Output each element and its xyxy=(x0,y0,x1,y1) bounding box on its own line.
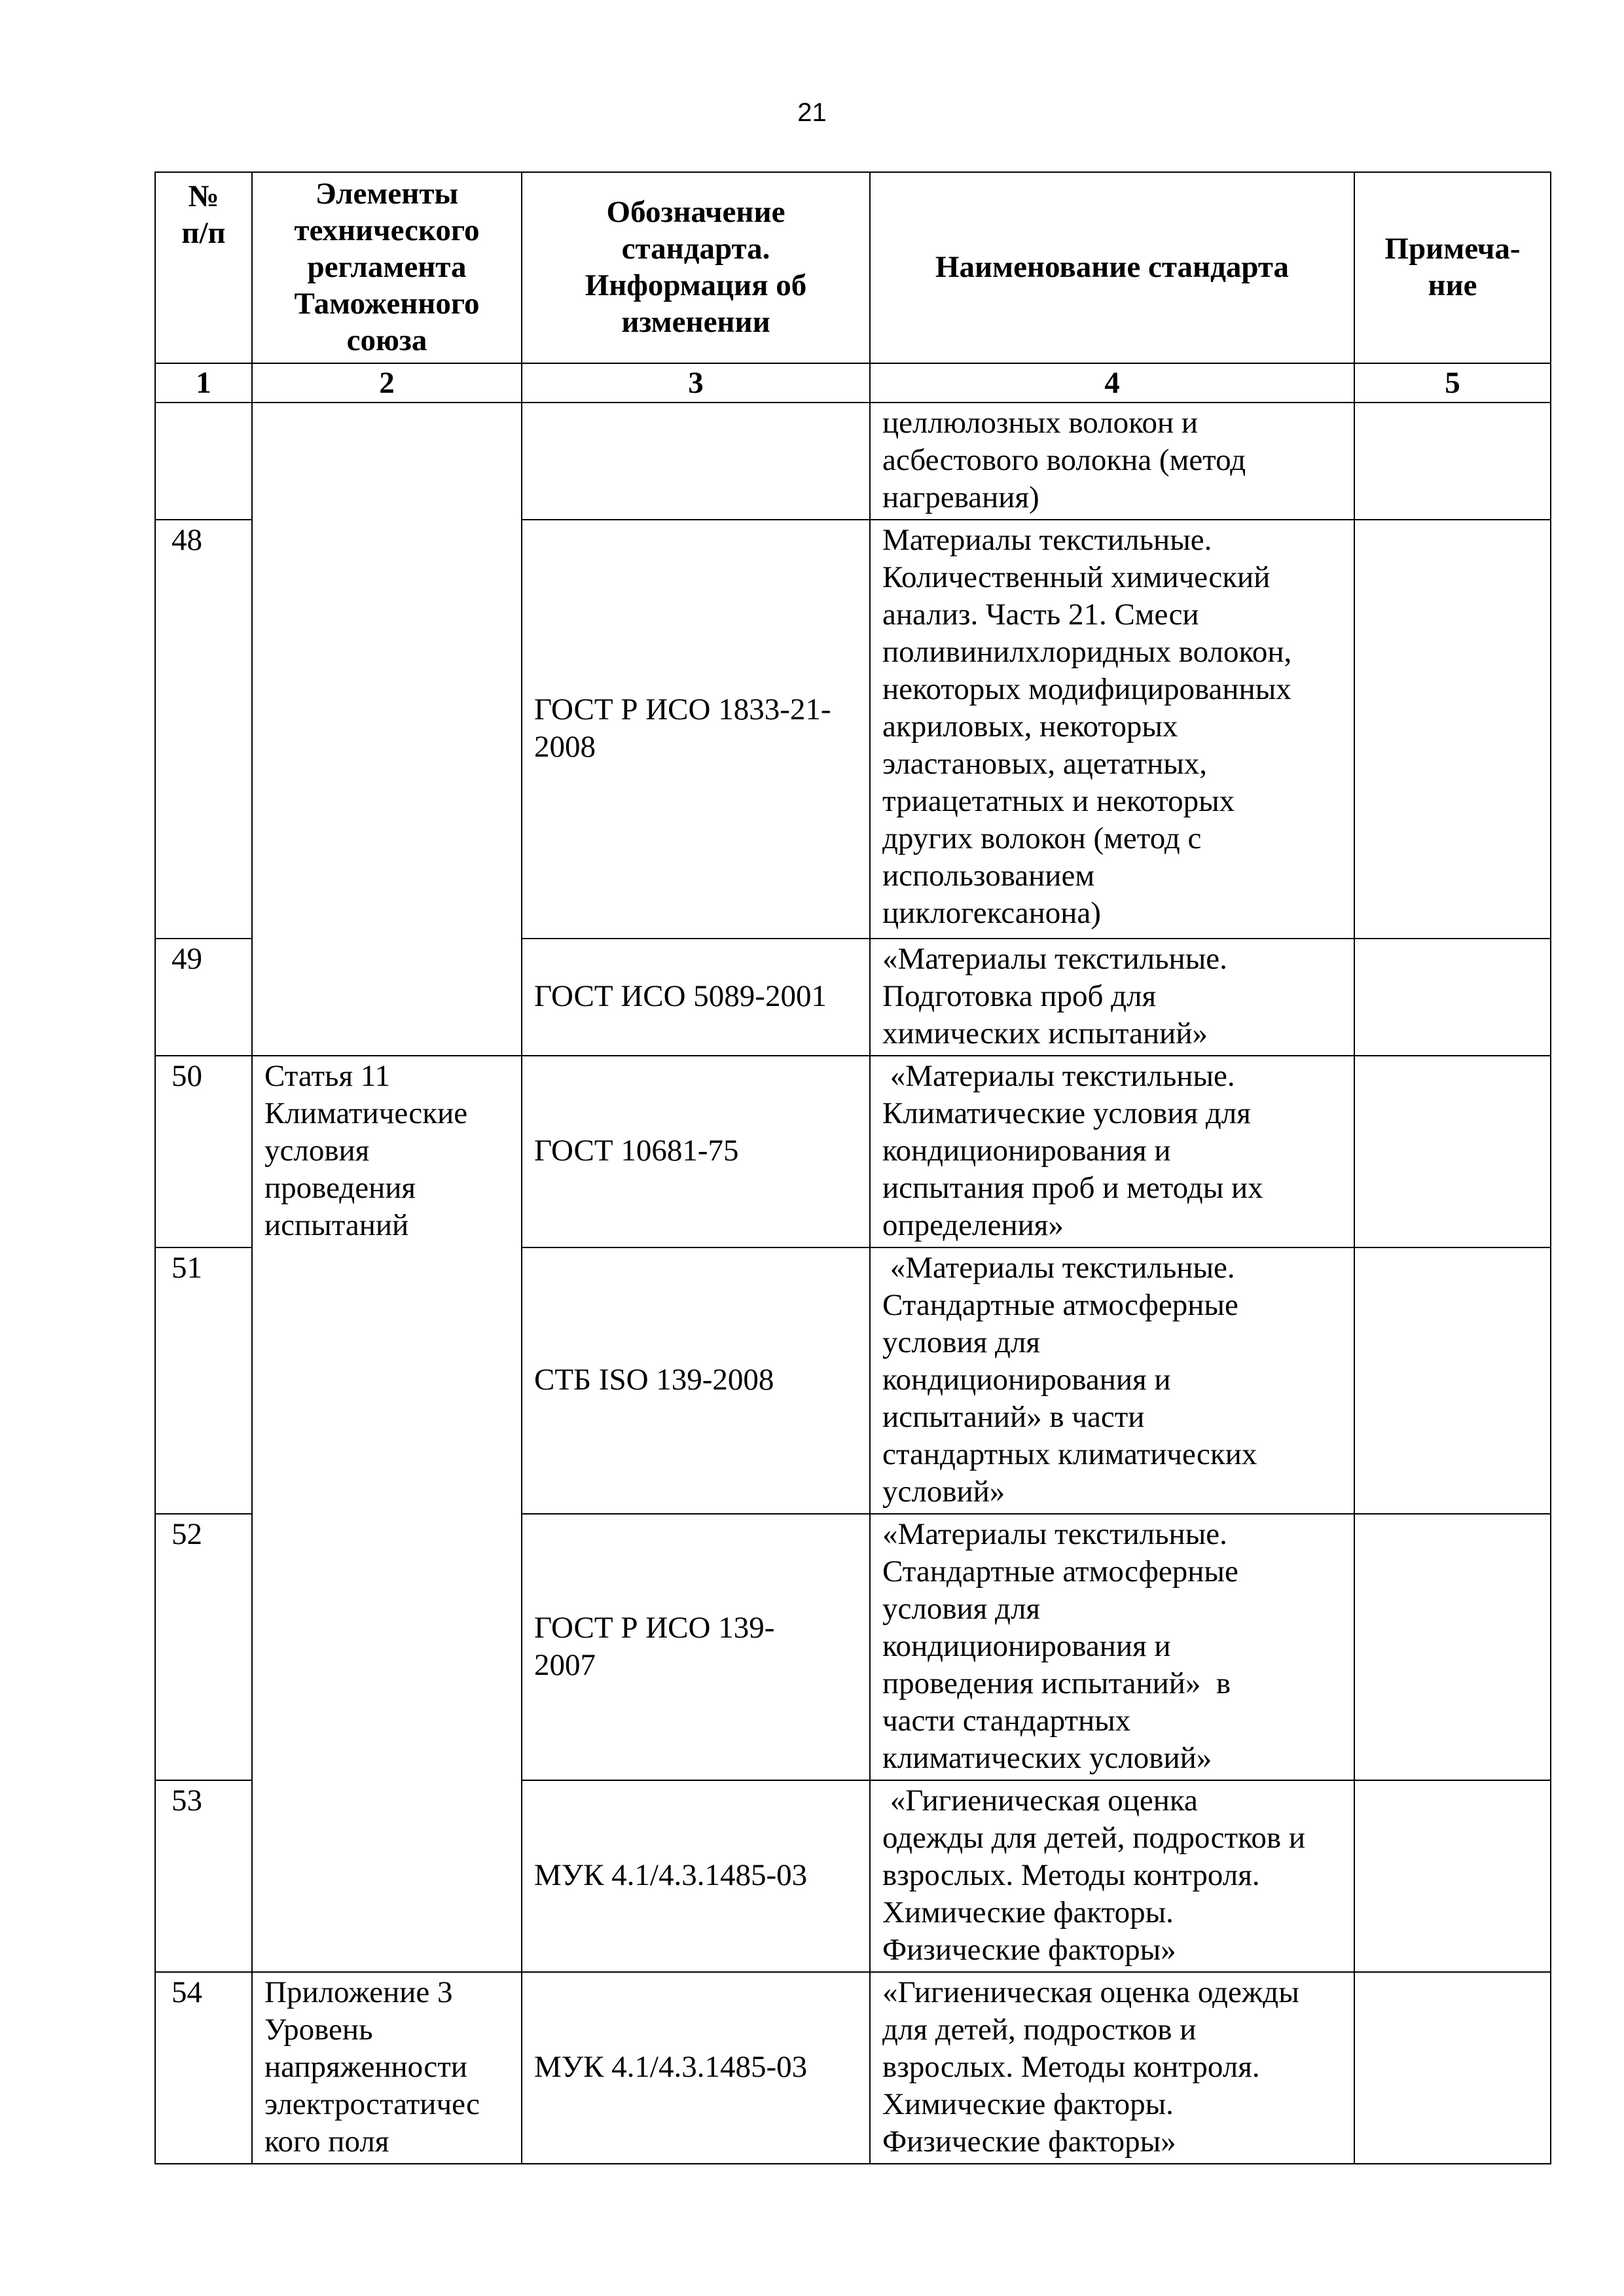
note-cell xyxy=(1354,1056,1551,1247)
row-number: 50 xyxy=(155,1056,252,1247)
row-number: 51 xyxy=(155,1247,252,1514)
designation-cell: МУК 4.1/4.3.1485-03 xyxy=(522,1972,870,2164)
row-number: 48 xyxy=(155,520,252,939)
standard-name-cell: «Материалы текстильные. Подготовка проб для химических испытаний» xyxy=(870,939,1354,1056)
standard-name-cell: «Материалы текстильные. Стандартные атмосферные условия для кондиционирования и испытаний» в части стандартных климатических условий» xyxy=(870,1247,1354,1514)
page-number: 21 xyxy=(797,98,827,127)
element-appendix-3: Приложение 3 Уровень напряженности электростатичес кого поля xyxy=(252,1972,522,2164)
note-cell xyxy=(1354,1780,1551,1972)
designation-cell: ГОСТ Р ИСО 1833-21- 2008 xyxy=(522,520,870,939)
column-numbers-row xyxy=(155,363,1551,403)
table-row xyxy=(155,403,1551,520)
header-row xyxy=(155,172,1551,363)
row-number: 53 xyxy=(155,1780,252,1972)
row-number: 49 xyxy=(155,939,252,1056)
designation-cell xyxy=(522,403,870,520)
header-note: Примеча- ние xyxy=(1354,172,1551,363)
note-cell xyxy=(1354,939,1551,1056)
header-standard-name: Наименование стандарта xyxy=(870,172,1354,363)
designation-cell: ГОСТ ИСО 5089-2001 xyxy=(522,939,870,1056)
standard-name-cell: «Материалы текстильные. Стандартные атмосферные условия для кондиционирования и проведения испытаний» в части стандартных климатических условий» xyxy=(870,1514,1354,1780)
table-row xyxy=(155,1056,1551,1247)
column-number: 3 xyxy=(522,363,870,403)
row-number xyxy=(155,403,252,520)
column-number: 4 xyxy=(870,363,1354,403)
designation-cell: МУК 4.1/4.3.1485-03 xyxy=(522,1780,870,1972)
row-number: 54 xyxy=(155,1972,252,2164)
standard-name-cell: «Материалы текстильные. Климатические условия для кондиционирования и испытания проб и методы их определения» xyxy=(870,1056,1354,1247)
header-designation: Обозначение стандарта. Информация об изменении xyxy=(522,172,870,363)
table-row xyxy=(155,1972,1551,2164)
note-cell xyxy=(1354,1247,1551,1514)
header-elements: Элементы технического регламента Таможенного союза xyxy=(252,172,522,363)
standard-name-cell: «Гигиеническая оценка одежды для детей, подростков и взрослых. Методы контроля. Химические факторы. Физические факторы» xyxy=(870,1972,1354,2164)
column-number: 5 xyxy=(1354,363,1551,403)
standards-table xyxy=(154,171,1551,2164)
column-number: 1 xyxy=(155,363,252,403)
designation-cell: ГОСТ 10681-75 xyxy=(522,1056,870,1247)
element-article-11: Статья 11 Климатические условия проведения испытаний xyxy=(252,1056,522,1972)
designation-cell: ГОСТ Р ИСО 139- 2007 xyxy=(522,1514,870,1780)
column-number: 2 xyxy=(252,363,522,403)
standard-name-cell: «Гигиеническая оценка одежды для детей, подростков и взрослых. Методы контроля. Химические факторы. Физические факторы» xyxy=(870,1780,1354,1972)
standard-name-cell: Материалы текстильные. Количественный химический анализ. Часть 21. Смеси поливинилхлоридных волокон, некоторых модифицированных акриловых, некоторых эластановых, ацетатных, триацетатных и некоторых других волокон (метод с использованием циклогексанона) xyxy=(870,520,1354,939)
note-cell xyxy=(1354,520,1551,939)
note-cell xyxy=(1354,1972,1551,2164)
standard-name-cell: целлюлозных волокон и асбестового волокна (метод нагревания) xyxy=(870,403,1354,520)
element-cell-empty xyxy=(252,403,522,1056)
note-cell xyxy=(1354,403,1551,520)
header-number: № п/п xyxy=(155,172,252,363)
note-cell xyxy=(1354,1514,1551,1780)
row-number: 52 xyxy=(155,1514,252,1780)
designation-cell: СТБ ISO 139-2008 xyxy=(522,1247,870,1514)
